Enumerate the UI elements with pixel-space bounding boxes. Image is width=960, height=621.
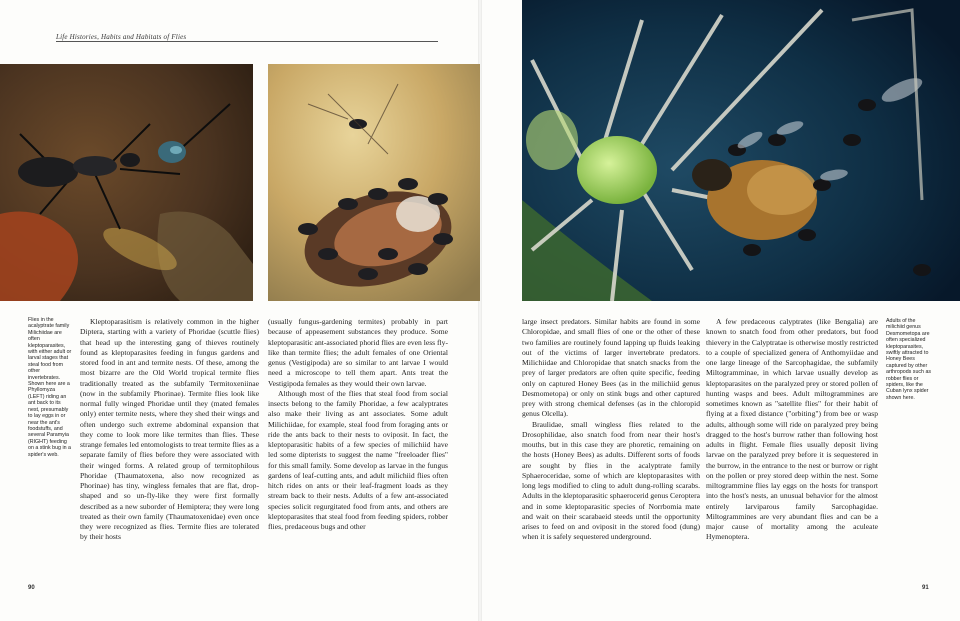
paragraph: Kleptoparasitism is relatively common in the higher Diptera, starting with a variety of Phoridae (scuttle flies) that head up the interesting gang of thieves routinely found as kleptoparasites feeding in fungus gardens and stored food in ant and termite nests. Of these, among the most bizarre are the Old World tropical termite flies traditionally treated as the subfamily Termitoxeniinae (now in the subfamily Phorinae). Termite flies look like normal fully winged Phoridae until they (mated females only) enter termite nests, where they shed their wings and often undergo such extreme abdominal expansion that they come to look more like termites than flies. These strange females led entomologists to treat termite flies as a separate family of flies before they were associated with their winged forms. A related group of termitophilous Phoridae (Thaumatoxena, also now recognized as Phorinae) has tiny, wingless females that are flat, drop-shaped and so un-fly-like they were first formally described as a new suborder of Hemiptera; they were long treated as their own family (Thaumatoxenidae) even once they were recognized as flies. Termite flies are tolerated by their hosts — [80, 317, 259, 542]
text-column-4 — [706, 317, 878, 543]
text-column-1 — [80, 317, 259, 543]
photo-flies-on-stink-bug — [268, 64, 480, 301]
paragraph: Braulidae, small wingless flies related to the Drosophilidae, also snatch food from near their host's mouths, but in this case they are phoretic, remaining on the hosts (Honey Bees) as adults. Different sorts of foods are sought by flies in the acalyptrate family Sphaeroceridae, some of which are kleptoparasites with long legs modified to cling to adult dung-rolling scarabs. Adults in the kleptoparasitic sphaerocerid genus Ceroptera and in some kleptoparasitic species of Norrbomia mate and wait on their scarabaeid steeds until the opportunity arises to feed on and oviposit in the stored food (dung) when it is safely sequestered underground. — [522, 419, 700, 542]
caption-right: Adults of the milichiid genus Desmometopa are often specialized kleptoparasites, swiftly attracted to Honey Bees captured by other arthropods such as robber flies or spiders, like the Cuban lynx spider shown here. — [886, 318, 932, 401]
paragraph: (usually fungus-gardening termites) probably in part because of appeasement substances they produce. Some kleptoparasitic ant-associated phorid flies are even less fly-like than termite flies; the adult females of one Oriental genus (Vestigipoda) are so similar to ant larvae I would need a microscope to tell them apart. Ants treat the Vestigipoda females as they would their own larvae. — [268, 317, 448, 388]
photo-ant-with-fly — [0, 64, 253, 301]
text-column-2 — [268, 317, 448, 532]
paragraph: A few predaceous calyptrates (like Bengalia) are known to snatch food from other predators, but food thievery in the Calyptratae is otherwise mostly restricted to a couple of specialized genera of Anthomyiidae and one large lineage of the Sarcophagidae, the subfamily Miltogramminae, in which larvae usually develop as kleptoparasites on the paralyzed prey or stored pollen of hunting wasps and bees. Adult miltogrammines are sometimes known as "satellite flies" for their habit of flying at a fixed distance ("orbiting") from bee or wasp adults, although some will ride on paralyzed prey being dragged to the host's burrow rather than following host adults in flight. Female flies usually deposit living larvae on the paralyzed prey before it is sequestered in the burrow, in the entrance to the nest or burrow or right on the pollen or prey stored deep within the nest. Some miltogrammine flies lay eggs on the hosts for transport into the host's nests, an unusual behavior for the almost entirely larviparous family Sarcophagidae. Miltogrammines are very abundant flies and can be a major cause of mortality among the aculeate Hymenoptera. — [706, 317, 878, 542]
caption-left: Flies in the acalyptrate family Milichiidae are often kleptoparasites, with either adult or larval stages that steal food from other invertebrates. Shown here are a Phyllomyza (LEFT) riding an ant back to its nest, presumably to lay eggs in or near the ant's foodstuffs, and several Paramyia (RIGHT) feeding on a stink bug in a spider's web. — [28, 317, 72, 458]
running-head: Life Histories, Habits and Habitats of Flies — [56, 33, 187, 41]
photo-lynx-spider-honey-bee — [522, 0, 960, 301]
paragraph: large insect predators. Similar habits are found in some Chloropidae, and small flies of one or the other of these two families are routinely found lapping up fluids leaking out of the victims of larger invertebrate predators. Milichiidae and Chloropidae that snatch snacks from the prey of larger predators are often quite specific, feeding only on captured Honey Bees (as in the milichiid genus Desmometopa) or only on stink bugs and other captured prey with strong chemical defenses (as in the chloropid genus Olcella). — [522, 317, 700, 419]
running-head-rule — [56, 41, 438, 42]
page-number-right: 91 — [922, 585, 929, 591]
page-number-left: 90 — [28, 585, 35, 591]
paragraph: Although most of the flies that steal food from social insects belong to the family Phoridae, a few acalyptrates also make their living as ant associates. Some adult Milichiidae, for example, steal food from foraging ants or ride the ants back to their nests to oviposit. In fact, the kleptoparasitic habits of a few species of milichiid have led some dipterists to suggest the name "freeloader flies" for this small family. Some develop as larvae in the fungus gardens of leaf-cutting ants, and adult milichiid flies often hitch rides on ants or their leaf-fragment loads as they stream back to their nests. Adults of a few ant-associated species solicit regurgitated food from ants, and others are kleptoparasites that steal food from feeding spiders, robber flies, predaceous bugs and other — [268, 388, 448, 531]
text-column-3 — [522, 317, 700, 543]
